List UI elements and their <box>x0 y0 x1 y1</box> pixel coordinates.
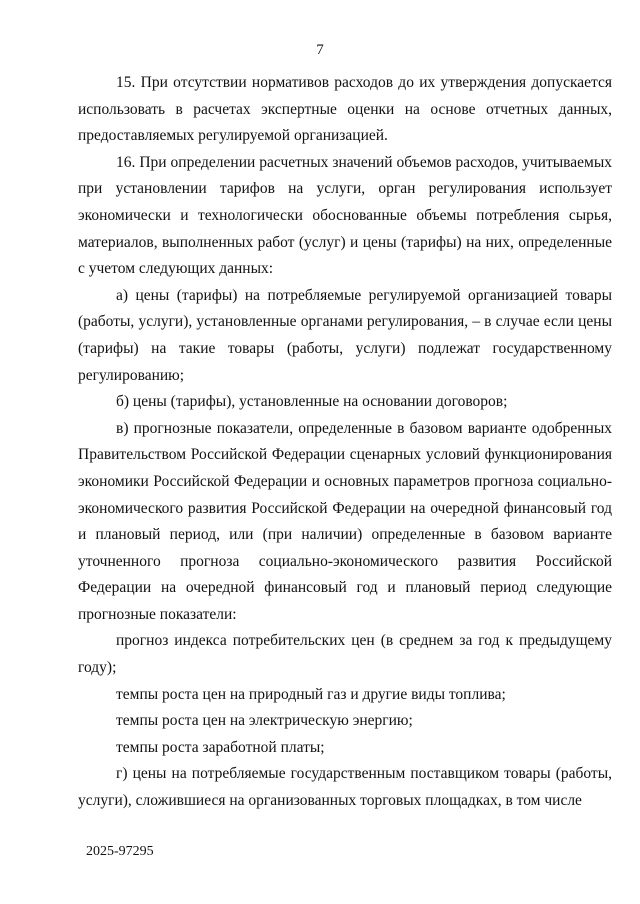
subitem-g: г) цены на потребляемые государственным поставщиком товары (работы, услуги), сложившиеся на организованных торговых площадках, в том числе <box>78 765 612 810</box>
paragraph-15: 15. При отсутствии нормативов расходов до их утверждения допускается использовать в расчетах экспертные оценки на основе отчетных данных, предоставляемых регулируемой организацией. <box>78 74 612 145</box>
indicator-cpi: прогноз индекса потребительских цен (в среднем за год к предыдущему году); <box>78 632 612 677</box>
subitem-a: а) цены (тарифы) на потребляемые регулируемой организацией товары (работы, услуги), установленные органами регулирования, – в случае если цены (тарифы) на такие товары (работы, услуги) подлежат государственному регулированию; <box>78 286 612 384</box>
subitem-b: б) цены (тарифы), установленные на основании договоров; <box>116 393 508 411</box>
document-code: 2025-97295 <box>86 844 154 859</box>
page-number: 7 <box>316 42 324 58</box>
document-body <box>78 70 612 815</box>
paragraph-16: 16. При определении расчетных значений объемов расходов, учитываемых при установлении тарифов на услуги, орган регулирования использует экономически и технологически обоснованные объемы потребления сырья, материалов, выполненных работ (услуг) и цены (тарифы) на них, определенные с учетом следующих данных: <box>78 153 612 278</box>
indicator-wages: темпы роста заработной платы; <box>116 738 325 756</box>
indicator-electricity: темпы роста цен на электрическую энергию; <box>116 712 413 730</box>
indicator-gas-fuel: темпы роста цен на природный газ и другие виды топлива; <box>116 685 506 703</box>
subitem-v: в) прогнозные показатели, определенные в базовом варианте одобренных Правительством Российской Федерации сценарных условий функционирования экономики Российской Федерации и основных параметров прогноза социально-экономического развития Российской Федерации на очередной финансовый год и плановый период, или (при наличии) определенные в базовом варианте уточненного прогноза социально-экономического развития Российской Федерации на очередной финансовый год и плановый период следующие прогнозные показатели: <box>78 419 612 623</box>
